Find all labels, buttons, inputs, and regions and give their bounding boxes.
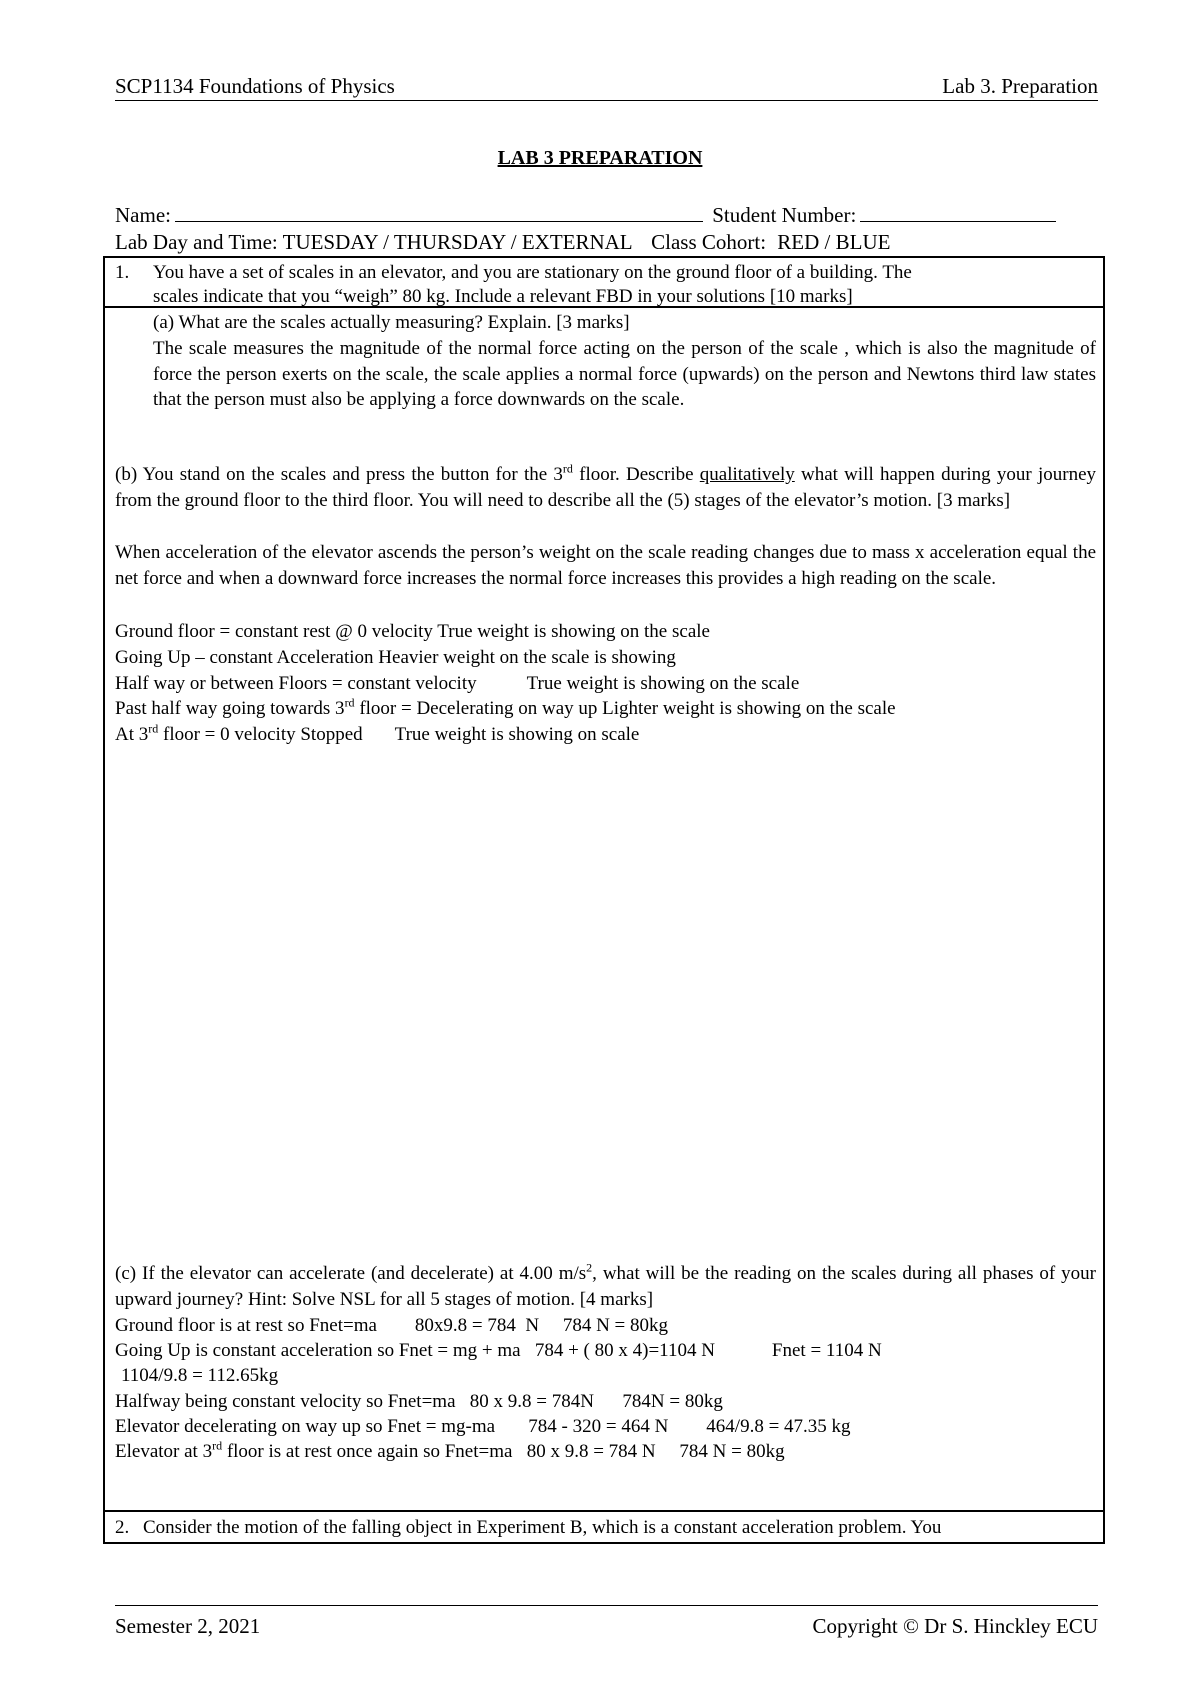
part-a-answer: The scale measures the magnitude of the normal force acting on the person of the scale , which is also the magnitude of force the person exerts on the scale, the scale applies a normal force (upwards) on the person and Newtons third law states that the person must also be applying a force downwards on the scale. [153,338,1096,411]
stage-2-line: Going Up – constant Acceleration Heavier weight on the scale is showing [115,647,676,668]
student-number-field[interactable] [860,203,1056,222]
question-1-line-2: scales indicate that you “weigh” 80 kg. Include a relevant FBD in your solutions [10 marks] [153,286,853,307]
student-number-label: Student Number: [712,203,857,227]
name-field[interactable] [175,203,703,222]
page-header [115,72,1098,101]
stage-5-line: At 3rd floor = 0 velocity Stopped True weight is showing on scale [115,721,640,745]
part-c-line-2: Going Up is constant acceleration so Fnet = mg + ma 784 + ( 80 x 4)=1104 N Fnet = 1104 N [115,1340,882,1361]
part-c-line-1: Ground floor is at rest so Fnet=ma 80x9.8 = 784 N 784 N = 80kg [115,1315,669,1336]
question-1-number: 1. [115,262,130,283]
part-c-question: (c) If the elevator can accelerate (and decelerate) at 4.00 $m/s^2$, what will be the reading on the scales during all phases of your upward journey? Hint: Solve NSL for all 5 stages of motion. [4 marks] [115,1260,1097,1310]
name-line [115,203,1056,228]
question-2-number: 2. [115,1517,130,1538]
lab-day-line [115,230,890,255]
question-1-answer-box [103,306,1105,1512]
lab-day-label: Lab Day and Time: TUESDAY / THURSDAY / EXTERNAL [115,230,632,254]
document-title: LAB 3 PREPARATION [497,147,703,169]
part-b-question: (b) You stand on the scales and press the button for the 3rd floor. Describe qualitatively what will happen during your journey from the ground floor to the third floor. You will need to describe all the (5) stages of the elevator’s motion. [3 marks] [115,461,1097,511]
cohort-label: Class Cohort: [651,230,767,254]
question-2-text: Consider the motion of the falling object in Experiment B, which is a constant acceleration problem. You [143,1517,942,1538]
question-1-line-1: You have a set of scales in an elevator, and you are stationary on the ground floor of a building. The [153,262,912,283]
part-b-answer: When acceleration of the elevator ascends the person’s weight on the scale reading changes due to mass x acceleration equal the net force and when a downward force increases the normal force increases this provides a high reading on the scale. [115,542,1096,589]
stage-4-line: Past half way going towards 3rd floor = Decelerating on way up Lighter weight is showing on the scale [115,695,896,719]
part-c-line-4: Halfway being constant velocity so Fnet=ma 80 x 9.8 = 784N 784N = 80kg [115,1391,723,1412]
copyright-text: Copyright © Dr S. Hinckley ECU [812,1614,1098,1638]
part-a-question: (a) What are the scales actually measuring? Explain. [3 marks] [153,312,630,333]
course-title: SCP1134 Foundations of Physics [115,74,395,98]
stage-3-line: Half way or between Floors = constant velocity True weight is showing on the scale [115,673,800,694]
name-label: Name: [115,203,171,227]
cohort-value: RED / BLUE [777,230,891,254]
question-1-header [103,256,1105,308]
semester-text: Semester 2, 2021 [115,1614,261,1638]
question-2-header [103,1510,1105,1544]
part-c-line-6: Elevator at 3rd floor is at rest once again so Fnet=ma 80 x 9.8 = 784 N 784 N = 80kg [115,1438,785,1462]
stage-1-line: Ground floor = constant rest @ 0 velocity True weight is showing on the scale [115,621,710,642]
part-c-line-5: Elevator decelerating on way up so Fnet = mg-ma 784 - 320 = 464 N 464/9.8 = 47.35 kg [115,1416,851,1437]
section-title: Lab 3. Preparation [942,74,1098,98]
page-footer [115,1605,1098,1636]
part-c-line-3: 1104/9.8 = 112.65kg [121,1365,279,1386]
